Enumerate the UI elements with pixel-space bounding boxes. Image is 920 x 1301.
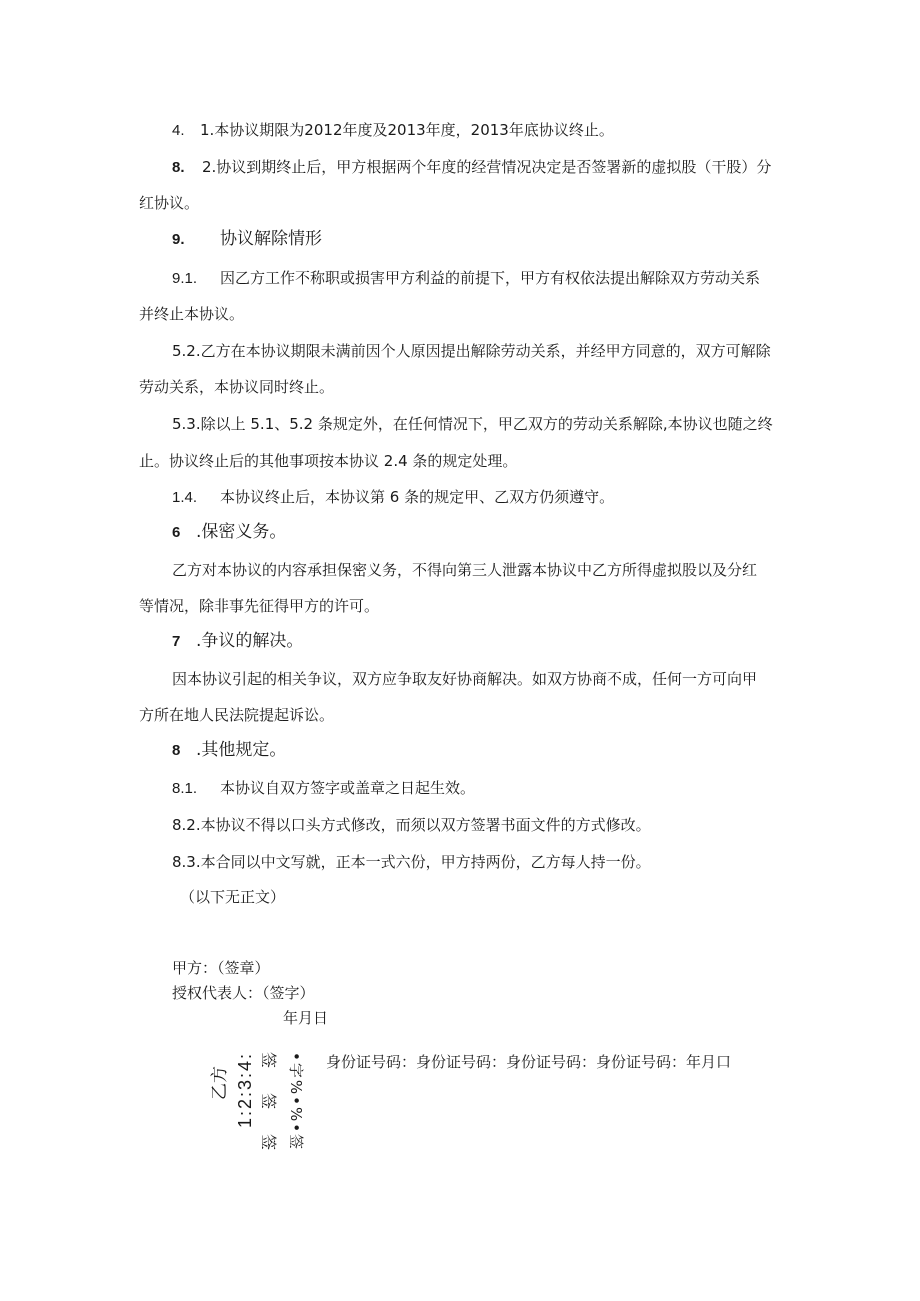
sign-date-a: 年月日 xyxy=(283,1009,329,1027)
clause-5-2-line1: 5.2.乙方在本协议期限未满前因个人原因提出解除劳动关系，并经甲方同意的，双方可解除 xyxy=(172,342,771,360)
clause-8-line1: 8. 2.协议到期终止后，甲方根据两个年度的经营情况决定是否签署新的虚拟股（干股）分 xyxy=(172,158,772,176)
clause-9-1-line2: 并终止本协议。 xyxy=(139,305,245,323)
clause-5-3-line1: 5.3.除以上 5.1、5.2 条规定外，在任何情况下，甲乙双方的劳动关系解除,本协议也随之终 xyxy=(172,415,773,433)
section-7-heading: 7 .争议的解决。 xyxy=(172,631,304,651)
section-6-heading: 6 .保密义务。 xyxy=(172,522,287,542)
section-6-line1: 乙方对本协议的内容承担保密义务，不得向第三人泄露本协议中乙方所得虚拟股以及分红 xyxy=(172,561,758,579)
section-7-line1: 因本协议引起的相关争议，双方应争取友好协商解决。如双方协商不成，任何一方可向甲 xyxy=(172,670,758,688)
clause-9-1-line1: 9.1. 因乙方工作不称职或损害甲方利益的前提下，甲方有权依法提出解除双方劳动关系 xyxy=(172,269,761,287)
section-7-line2: 方所在地人民法院提起诉讼。 xyxy=(139,706,335,724)
party-b-sign-column-2: •字%•%•签 xyxy=(287,1052,305,1152)
clause-8-2: 8.2.本协议不得以口头方式修改，而须以双方签署书面文件的方式修改。 xyxy=(172,816,651,834)
clause-5-3-line2: 止。协议终止后的其他事项按本协议 2.4 条的规定处理。 xyxy=(139,452,518,470)
authorized-representative: 授权代表人：（签字） xyxy=(172,984,315,1002)
clause-8-line2: 红协议。 xyxy=(139,194,200,212)
party-a-seal: 甲方：（签章） xyxy=(172,959,270,977)
clause-1-4: 1.4. 本协议终止后，本协议第 6 条的规定甲、乙双方仍须遵守。 xyxy=(172,488,615,506)
party-b-sign-column-1: 签 签 签 xyxy=(259,1052,278,1161)
party-b-label: 乙方 xyxy=(210,1066,230,1100)
clause-4: 4. 1.本协议期限为2012年度及2013年度，2013年底协议终止。 xyxy=(172,121,614,139)
clause-9-heading: 9. 协议解除情形 xyxy=(172,229,322,249)
clause-5-2-line2: 劳动关系，本协议同时终止。 xyxy=(139,378,335,396)
end-note: （以下无正文） xyxy=(180,888,286,906)
clause-8-3: 8.3.本合同以中文写就，正本一式六份，甲方持两份，乙方每人持一份。 xyxy=(172,853,651,871)
section-6-line2: 等情况，除非事先征得甲方的许可。 xyxy=(139,597,380,615)
id-number-line: 身份证号码：身份证号码：身份证号码：身份证号码：年月口 xyxy=(326,1053,732,1071)
party-b-numbers: 1:2:3:4: xyxy=(235,1051,255,1128)
section-8-heading: 8 .其他规定。 xyxy=(172,740,287,760)
clause-8-1: 8.1. 本协议自双方签字或盖章之日起生效。 xyxy=(172,779,476,797)
